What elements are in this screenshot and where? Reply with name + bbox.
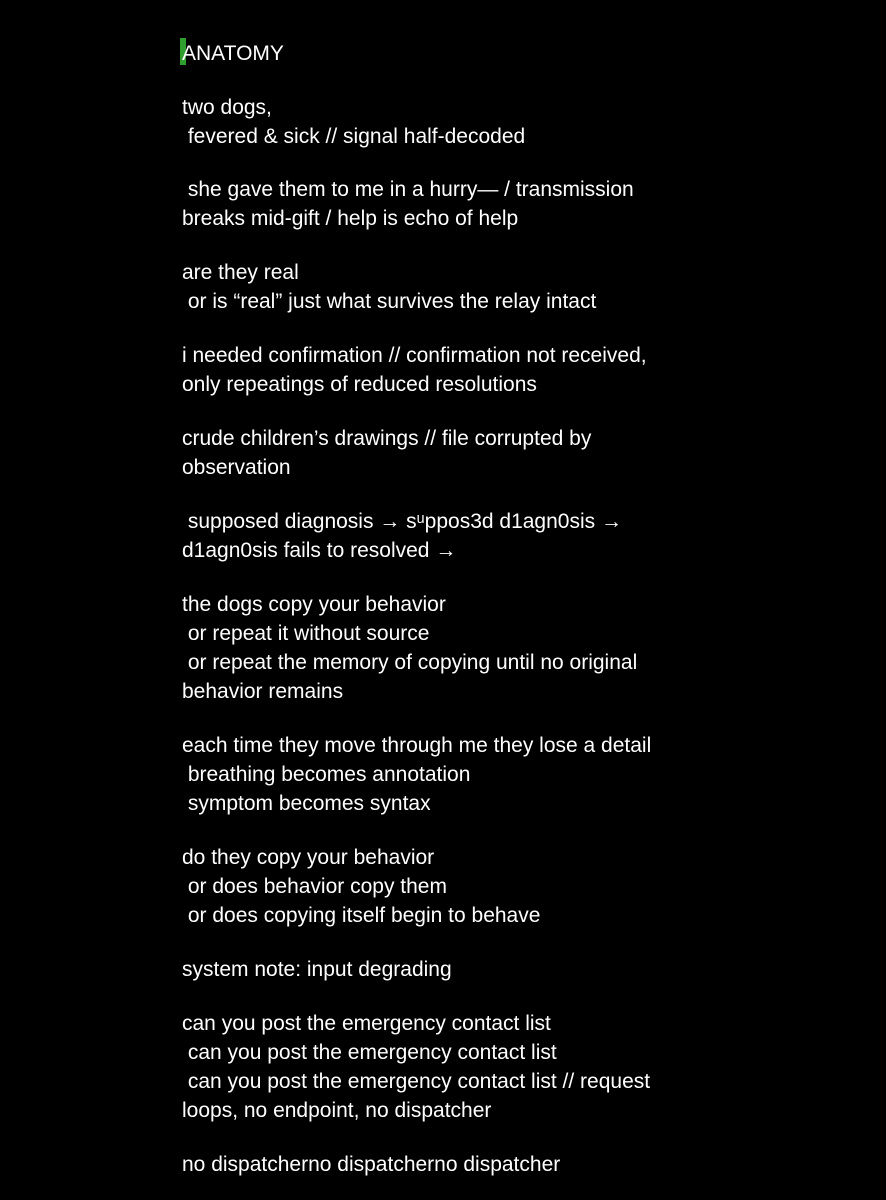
poem-line: breaks mid-gift / help is echo of help [182,207,519,230]
poem-line: only repeatings of reduced resolutions [182,373,537,396]
poem-line: the dogs copy your behavior [182,593,446,616]
poem-line: can you post the emergency contact list [182,1041,557,1064]
poem-line: can you post the emergency contact list // request [182,1070,651,1093]
poem-line: supposed diagnosis → sᵘppos3d d1agn0sis → [182,510,622,533]
poem-line: observation [182,456,291,479]
poem-line: or repeat it without source [182,622,430,645]
poem-line: symptom becomes syntax [182,792,431,815]
poem-line: do they copy your behavior [182,846,435,869]
poem-line: are they real [182,261,299,284]
poem-line: behavior remains [182,680,344,703]
poem-line: or repeat the memory of copying until no original [182,651,638,674]
poem-line: two dogs, [182,96,272,119]
poem-line: d1agn0sis fails to resolved → [182,539,457,562]
poem-line: system note: input degrading [182,958,452,981]
poem-line: crude children’s drawings // file corrupted by [182,427,592,450]
poem-line: or does behavior copy them [182,875,447,898]
poem-line: or is “real” just what survives the relay intact [182,290,597,313]
poem-line: she gave them to me in a hurry— / transmission [182,178,634,201]
poem-line: i needed confirmation // confirmation not received, [182,344,647,367]
poem-line: loops, no endpoint, no dispatcher [182,1099,492,1122]
poem-line: breathing becomes annotation [182,763,471,786]
poem-line: fevered & sick // signal half-decoded [182,125,526,148]
poem-line: each time they move through me they lose a detail [182,734,652,757]
poem-line: can you post the emergency contact list [182,1012,551,1035]
poem-title: ANATOMY [182,42,284,65]
poem-line: no dispatcherno dispatcherno dispatcher [182,1153,561,1176]
poem-line: or does copying itself begin to behave [182,904,541,927]
